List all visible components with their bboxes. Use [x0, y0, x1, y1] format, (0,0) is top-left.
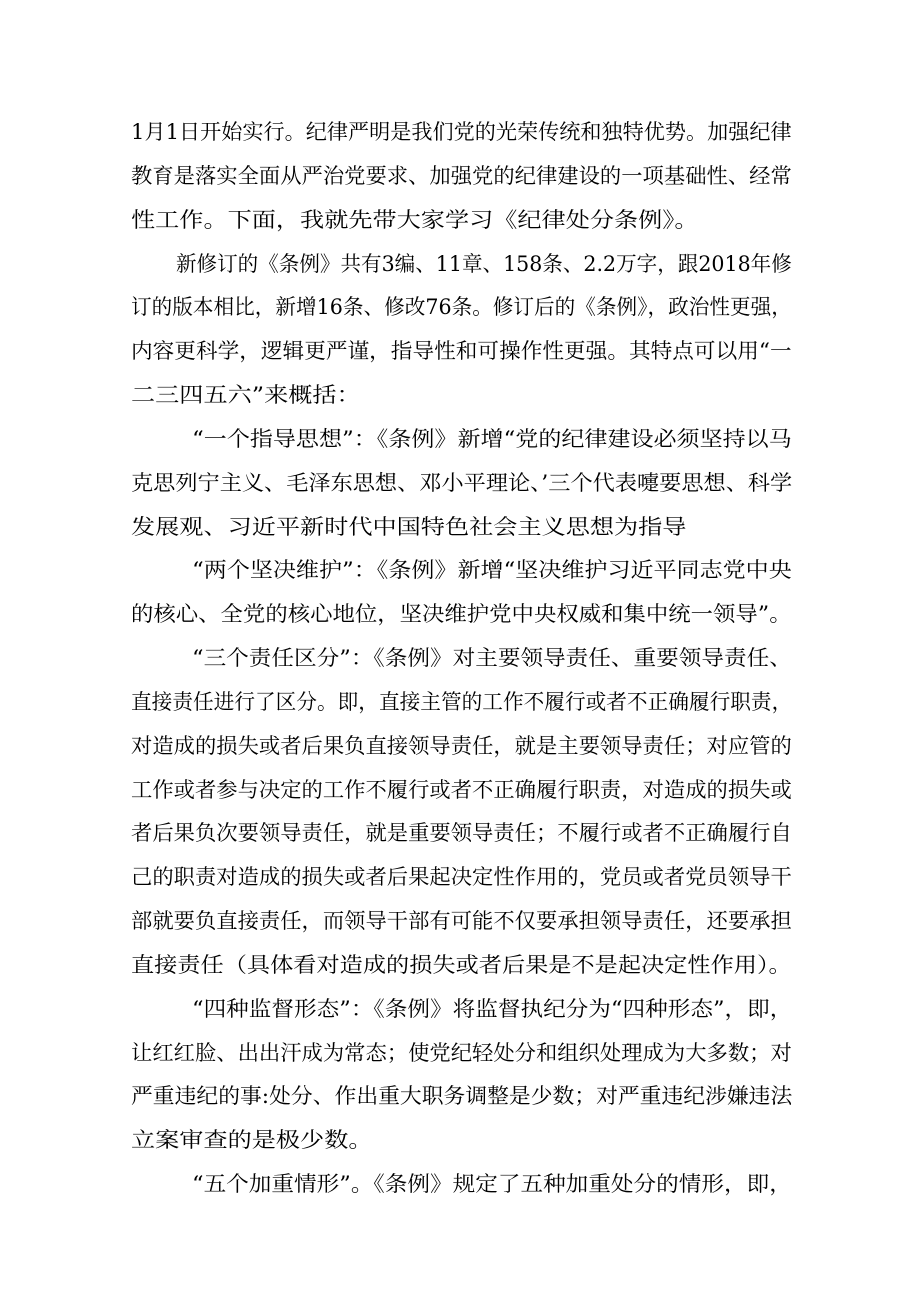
text-line: 订的版本相比，新增16条、修改76条。修订后的《条例》，政治性更强， — [131, 295, 792, 319]
text-line: 立案审查的是极少数。 — [131, 1128, 373, 1152]
text-line: 的核心、全党的核心地位，坚决维护党中央权威和集中统一领导”。 — [131, 602, 792, 626]
text-line: 新修订的《条例》共有3编、11章、158条、2.2万字，跟2018年修 — [176, 252, 792, 276]
text-line: 严重违纪的事:处分、作出重大职务调整是少数；对严重违纪涉嫌违法 — [131, 1084, 793, 1108]
text-line: 性工作。下面，我就先带大家学习《纪律处分条例》。 — [131, 208, 699, 232]
text-line: “四种监督形态”：《条例》将监督执纪分为“四种形态”，即， — [192, 997, 793, 1021]
text-line: 发展观、习近平新时代中国特色社会主义思想为指导 — [131, 515, 687, 539]
text-line: 1月1日开始实行。纪律严明是我们党的光荣传统和独特优势。加强纪律 — [131, 120, 792, 144]
text-line: 者后果负次要领导责任，就是重要领导责任；不履行或者不正确履行自 — [131, 821, 792, 845]
text-line: 二三四五六”来概括： — [131, 383, 361, 407]
text-line: “三个责任区分”：《条例》对主要领导责任、重要领导责任、 — [192, 646, 792, 670]
text-line: “五个加重情形”。《条例》规定了五种加重处分的情形，即， — [192, 1172, 792, 1196]
text-line: “一个指导思想”：《条例》新增“党的纪律建设必须坚持以马 — [192, 427, 792, 451]
text-line: 直接责任（具体看对造成的损失或者后果是不是起决定性作用）。 — [131, 953, 792, 977]
text-line: 克思列宁主义、毛泽东思想、邓小平理论、’三个代表嚏要思想、科学 — [131, 471, 793, 495]
text-line: 部就要负直接责任，而领导干部有可能不仅要承担领导责任，还要承担 — [131, 909, 792, 933]
text-line: 对造成的损失或者后果负直接领导责任，就是主要领导责任；对应管的 — [131, 734, 792, 758]
text-line: 教育是落实全面从严治党要求、加强党的纪律建设的一项基础性、经常 — [131, 164, 792, 188]
text-line: 直接责任进行了区分。即，直接主管的工作不履行或者不正确履行职责， — [131, 690, 793, 714]
text-line: “两个坚决维护”：《条例》新增“坚决维护习近平同志党中央 — [192, 558, 792, 582]
text-line: 让红红脸、出出汗成为常态；使党纪轻处分和组织处理成为大多数；对 — [131, 1041, 792, 1065]
text-line: 己的职责对造成的损失或者后果起决定性作用的，党员或者党员领导干 — [131, 865, 792, 889]
text-line: 工作或者参与决定的工作不履行或者不正确履行职责，对造成的损失或 — [131, 778, 792, 802]
text-line: 内容更科学，逻辑更严谨，指导性和可操作性更强。其特点可以用“一 — [131, 339, 792, 363]
